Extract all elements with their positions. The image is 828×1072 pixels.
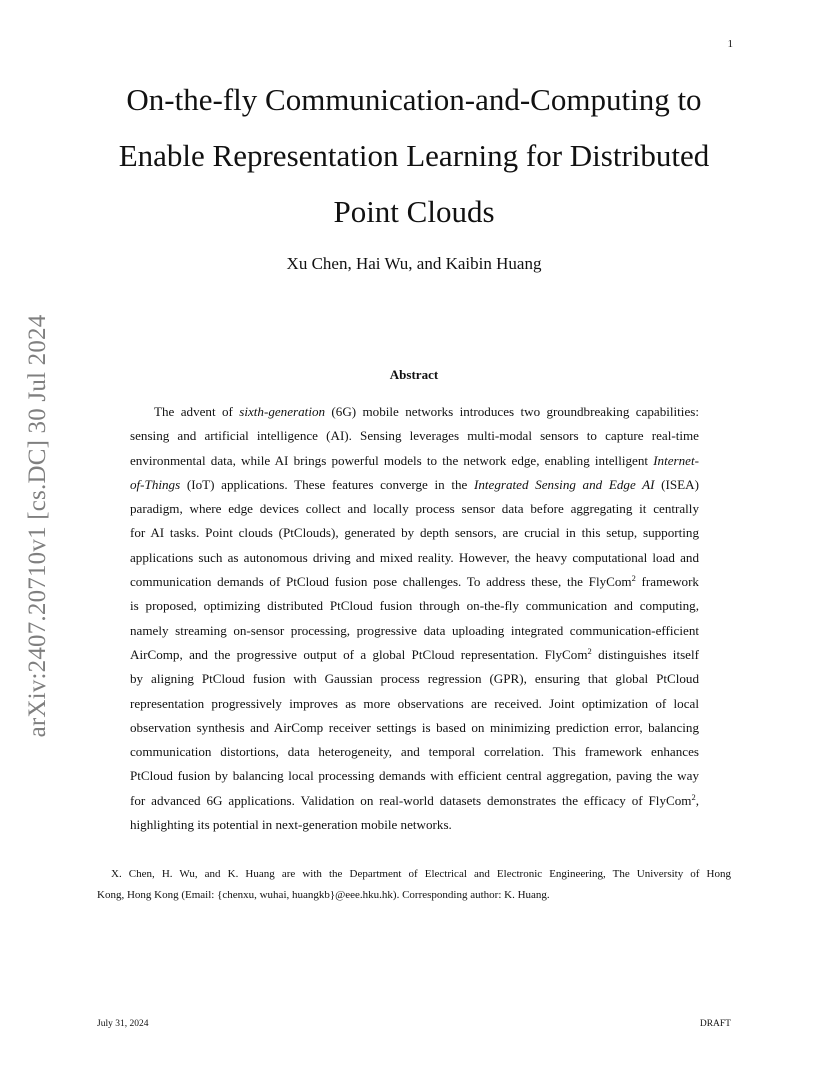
abstract-line: for advanced 6G applications. Validation on real-world datasets demonstrates the efficacy of FlyCom$^2$,	[130, 791, 699, 808]
abstract-line: representation progressively improves as more observations are received. Joint optimization of local	[130, 695, 699, 711]
title-line: Enable Representation Learning for Distributed	[118, 138, 710, 173]
title-line: Point Clouds	[333, 194, 495, 229]
abstract-heading: Abstract	[389, 367, 439, 382]
abstract-line: applications such as autonomous driving and mixed reality. However, the heavy computational load and	[130, 549, 699, 565]
abstract-line: highlighting its potential in next-generation mobile networks.	[130, 817, 452, 833]
abstract-body	[130, 400, 699, 837]
abstract-line: The advent of sixth-generation (6G) mobile networks introduces two groundbreaking capabilities:	[154, 404, 699, 419]
footnote-line: Kong, Hong Kong (Email: {chenxu, wuhai, huangkb}@eee.hku.hk). Corresponding author: K. Huang.	[97, 889, 550, 901]
abstract-line: AirComp, and the progressive output of a global PtCloud representation. FlyCom$^2$ distinguishes itself	[130, 645, 699, 662]
abstract-line: is proposed, optimizing distributed PtCloud fusion through on-the-fly communication and computing,	[130, 598, 699, 614]
abstract-line: sensing and artificial intelligence (AI). Sensing leverages multi-modal sensors to capture real-time	[130, 428, 699, 444]
paper-title	[90, 72, 738, 240]
abstract-line: communication distortions, data heterogeneity, and temporal correlation. This framework enhances	[130, 744, 699, 760]
author-affiliation-footnote	[97, 864, 731, 906]
footer-draft-label: DRAFT	[699, 1019, 731, 1029]
page-number: 1	[727, 38, 733, 50]
author-list: Xu Chen, Hai Wu, and Kaibin Huang	[286, 254, 542, 273]
abstract-line: communication demands of PtCloud fusion pose challenges. To address these, the FlyCom$^2$ framework	[130, 573, 699, 590]
footer-date: July 31, 2024	[97, 1019, 149, 1029]
abstract-line: for AI tasks. Point clouds (PtClouds), generated by depth sensors, are crucial in this setup, supporting	[130, 525, 699, 541]
abstract-line: environmental data, while AI brings powerful models to the network edge, enabling intelligent Internet-	[130, 452, 699, 468]
abstract-line: of-Things (IoT) applications. These features converge in the Integrated Sensing and Edge AI (ISEA)	[130, 476, 699, 492]
abstract-line: by aligning PtCloud fusion with Gaussian process regression (GPR), ensuring that global PtCloud	[130, 671, 699, 687]
abstract-line: observation synthesis and AirComp receiver settings is based on minimizing prediction error, balancing	[130, 719, 699, 735]
abstract-line: PtCloud fusion by balancing local processing demands with efficient central aggregation, paving the way	[130, 768, 699, 784]
abstract-line: namely streaming on-sensor processing, progressive data uploading integrated communication-efficient	[130, 622, 699, 638]
title-line: On-the-fly Communication-and-Computing to	[126, 82, 702, 117]
abstract-line: paradigm, where edge devices collect and locally process sensor data before aggregating it centrally	[130, 501, 699, 517]
arxiv-identifier-stamp: arXiv:2407.20710v1 [cs.DC] 30 Jul 2024	[24, 314, 51, 738]
footnote-line: X. Chen, H. Wu, and K. Huang are with the Department of Electrical and Electronic Engineering, The University of Hong	[111, 868, 731, 880]
